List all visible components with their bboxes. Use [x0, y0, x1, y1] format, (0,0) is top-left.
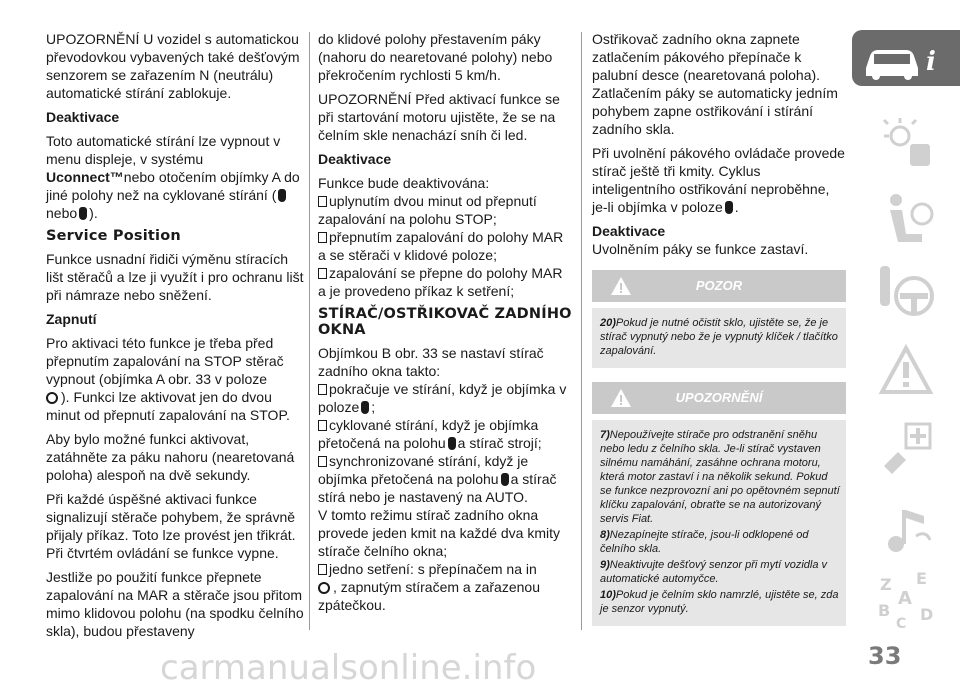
column-divider: [581, 32, 582, 630]
paragraph: Funkce usnadní řidiči výměnu stíracích lišt stěračů a lze ji využít i pro ochranu lišt při námraze nebo sněžení.: [46, 251, 304, 303]
list-item: pokračuje ve stírání, když je objímka v poloze ;: [318, 381, 567, 415]
paragraph: V tomto režimu stírač zadního okna provede jeden kmit na každé dva kmity stírače čelního okna;: [318, 507, 561, 559]
section-tab-vehicle-info[interactable]: [852, 30, 960, 86]
wiper-off-icon: [46, 392, 58, 404]
note-item: 20)Pokud je nutné očistit sklo, ujistěte se, že je stírač vypnutý nebo že je vypnutý klíček / tlačítko zapalování.: [600, 317, 838, 357]
car-info-icon: [852, 30, 960, 86]
paragraph: Aby bylo možné funkci aktivovat, zatáhněte za páku nahoru (nearetovaná poloha) alespoň na dvě sekundy.: [46, 431, 295, 483]
heading-service-position: Service Position: [46, 228, 181, 244]
warning-triangle-icon: [610, 276, 632, 296]
bullet-icon: [318, 232, 327, 243]
heading-rear-wiper: STÍRAČ/OSTŘIKOVAČ ZADNÍHO OKNA: [318, 306, 572, 338]
paragraph: Toto automatické stírání lze vypnout v menu displeje, v systému Uconnect™nebo otočením objímky A do jiné polohy než na cyklované stírání (nebo ).: [46, 133, 300, 221]
wiper-auto-icon: [501, 473, 509, 486]
wiper-intermittent-icon: [278, 189, 286, 202]
paragraph: Funkce bude deaktivována:: [318, 175, 490, 191]
list-item: jedno setření: s přepínačem na in , zapnutým stíračem a zařazenou zpátečkou.: [318, 561, 540, 613]
heading-deaktivace: Deaktivace: [592, 223, 666, 239]
paragraph: Uvolněním páky se funkce zastaví.: [592, 241, 809, 257]
list-item: přepnutím zapalování do polohy MAR a se stěrači v klidové poloze;: [318, 229, 564, 263]
note-item: 7)Nepoužívejte stírače pro odstranění sněhu nebo ledu z čelního skla. Je-li stírač vystaven silnému namáhání, zasáhne ochrana motoru, která motor zastaví i na několik sekund. Pokud se funkce nezprovozní ani po opětovném sepnutí klíčku zapalování, obraťte se na autorizovaný servis Fiat.: [600, 429, 840, 525]
warning-note-box: [592, 308, 846, 368]
paragraph: do klidové polohy přestavením páky (nahoru do nearetované polohy) nebo překročením rychlosti 5 km/h.: [318, 31, 553, 83]
paragraph: Jestliže po použití funkce přepnete zapalování na MAR a stěrače jsou přitom mimo klidovou polohu (na spodku čelního skla), budou přestaveny: [46, 569, 304, 639]
svg-text:i: i: [926, 47, 936, 77]
column-divider: [309, 32, 310, 630]
paragraph: Při uvolnění pákového ovládače provede stírač ještě tři kmity. Cyklus inteligentního ostřikování neproběhne, je-li objímka v poloze .: [592, 145, 845, 215]
svg-text:Z: Z: [880, 575, 892, 594]
list-item: uplynutím dvou minut od přepnutí zapalování na polohu STOP;: [318, 193, 537, 227]
heading-zapnuti: Zapnutí: [46, 311, 97, 327]
warning-bar-pozor: [592, 270, 846, 302]
seat-airbag-icon: [876, 190, 936, 250]
list-item: zapalování se přepne do polohy MAR a je provedeno příkaz k setření;: [318, 265, 563, 299]
svg-text:B: B: [878, 601, 891, 620]
warning-triangle-icon: [610, 388, 632, 408]
steering-wheel-icon: [876, 262, 936, 322]
caution-note-box: [592, 420, 846, 626]
wiper-intermittent-icon: [448, 437, 456, 450]
svg-text:D: D: [920, 605, 934, 624]
note-item: 9)Neaktivujte dešťový senzor při mytí vozidla v automatické automyčce.: [600, 559, 828, 585]
warning-bar-upozorneni: [592, 382, 846, 414]
bullet-icon: [318, 564, 327, 575]
section-sidebar: [852, 30, 960, 630]
column-1: [46, 30, 304, 646]
heading-deaktivace: Deaktivace: [46, 109, 120, 125]
bullet-icon: [318, 420, 327, 431]
paragraph: Objímkou B obr. 33 se nastaví stírač zadního okna takto:: [318, 345, 544, 379]
multimedia-icon: [876, 500, 936, 560]
paragraph: UPOZORNĚNÍ Před aktivací funkce se při startování motoru ujistěte, že se na čelním skle nenachází sníh či led.: [318, 91, 560, 143]
wiper-continuous-icon: [361, 401, 369, 414]
lights-icon: [876, 114, 936, 174]
paragraph: Pro aktivaci této funkce je třeba před přepnutím zapalování na STOP stěrač vypnout (objímka A obr. 33 v poloze ). Funkci lze aktivovat jen do dvou minut od přepnutí zapalování na STOP.: [46, 335, 290, 423]
svg-text:E: E: [916, 570, 927, 588]
bullet-icon: [318, 268, 327, 279]
heading-deaktivace: Deaktivace: [318, 151, 392, 167]
warning-title: POZOR: [695, 278, 743, 293]
column-2: [318, 30, 574, 620]
wiper-off-icon: [318, 582, 330, 594]
note-item: 8)Nezapínejte stírače, jsou-li odklopené od čelního skla.: [600, 529, 809, 555]
list-item: cyklované stírání, když je objímka přetočená na polohu a stírač strojí;: [318, 417, 542, 451]
paragraph: Ostřikovač zadního okna zapnete zatlačením pákového přepínače k palubní desce (nearetovaná poloha). Zatlačením páky se automaticky jedním pohybem zapne ostřikování i stírání zadního skla.: [592, 31, 838, 137]
wiper-continuous-icon: [725, 201, 733, 214]
paragraph: Při každé úspěšné aktivaci funkce signalizují stěrače pohybem, že správně přijaly příkaz. Toto lze provést jen třikrát. Při čtvrtém ovládání se funkce vypne.: [46, 491, 296, 561]
index-letters-icon: [876, 570, 936, 630]
column-3: [592, 30, 846, 626]
bullet-icon: [318, 456, 327, 467]
emergency-icon: [876, 418, 936, 478]
paragraph: UPOZORNĚNÍ U vozidel s automatickou převodovkou vybavených také dešťovým senzorem se zařazením N (neutrálu) automatické stírání zablokuje.: [46, 31, 300, 101]
bullet-icon: [318, 196, 327, 207]
svg-text:C: C: [896, 616, 907, 630]
list-item: synchronizované stírání, když je objímka přetočená na polohu a stírač stírá nebo je nastavený na AUTO.: [318, 453, 557, 505]
warning-light-icon: [876, 342, 936, 402]
wiper-auto-icon: [79, 207, 87, 220]
warning-title: UPOZORNĚNÍ: [675, 390, 763, 405]
note-item: 10)Pokud je čelním sklo namrzlé, ujistěte se, zda je senzor vypnutý.: [600, 589, 839, 615]
svg-text:A: A: [898, 588, 912, 609]
watermark: carmanualsonline.info: [160, 648, 537, 688]
page-number: 33: [868, 642, 902, 670]
bullet-icon: [318, 384, 327, 395]
